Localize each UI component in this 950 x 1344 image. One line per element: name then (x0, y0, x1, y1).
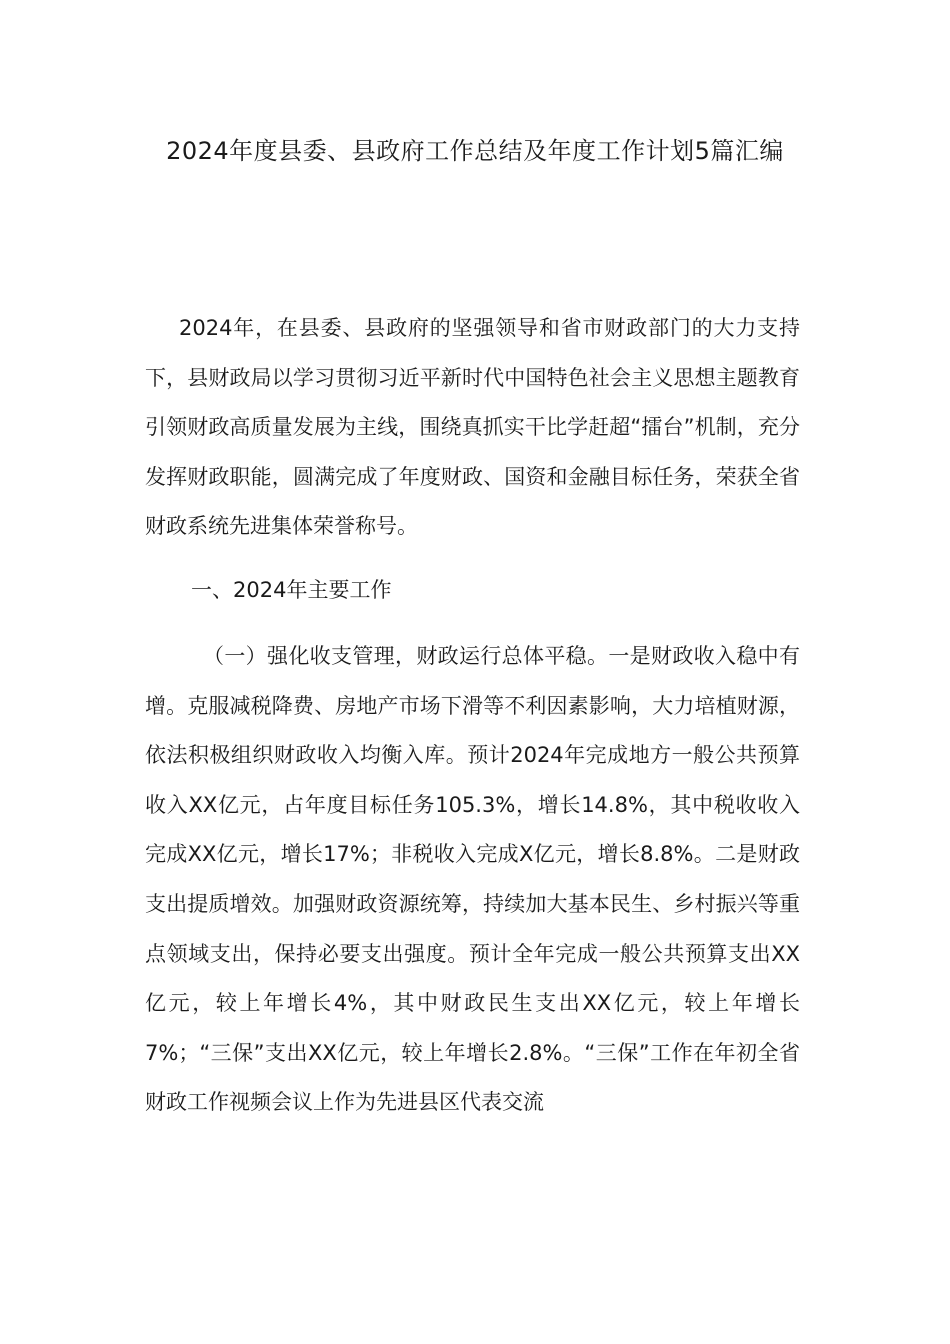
section-1-paragraph: （一）强化收支管理，财政运行总体平稳。一是财政收入稳中有增。克服减税降费、房地产市场下滑等不利因素影响，大力培植财源，依法积极组织财政收入均衡入库。预计2024年完成地方一般公共预算收入XX亿元，占年度目标任务105.3%，增长14.8%，其中税收收入完成XX亿元，增长17%；非税收入完成X亿元，增长8.8%。二是财政支出提质增效。加强财政资源统筹，持续加大基本民生、乡村振兴等重点领域支出，保持必要支出强度。预计全年完成一般公共预算支出XX亿元，较上年增长4%，其中财政民生支出XX亿元，较上年增长7%；“三保”支出XX亿元，较上年增长2.8%。“三保”工作在年初全省财政工作视频会议上作为先进县区代表交流 (145, 644, 800, 1115)
section-heading: 一、2024年主要工作 (191, 578, 392, 602)
intro-paragraph: 2024年，在县委、县政府的坚强领导和省市财政部门的大力支持下，县财政局以学习贯彻习近平新时代中国特色社会主义思想主题教育引领财政高质量发展为主线，围绕真抓实干比学赶超“擂台”机制，充分发挥财政职能，圆满完成了年度财政、国资和金融目标任务，荣获全省财政系统先进集体荣誉称号。 (145, 316, 800, 539)
document-title: 2024年度县委、县政府工作总结及年度工作计划5篇汇编 (166, 137, 784, 165)
